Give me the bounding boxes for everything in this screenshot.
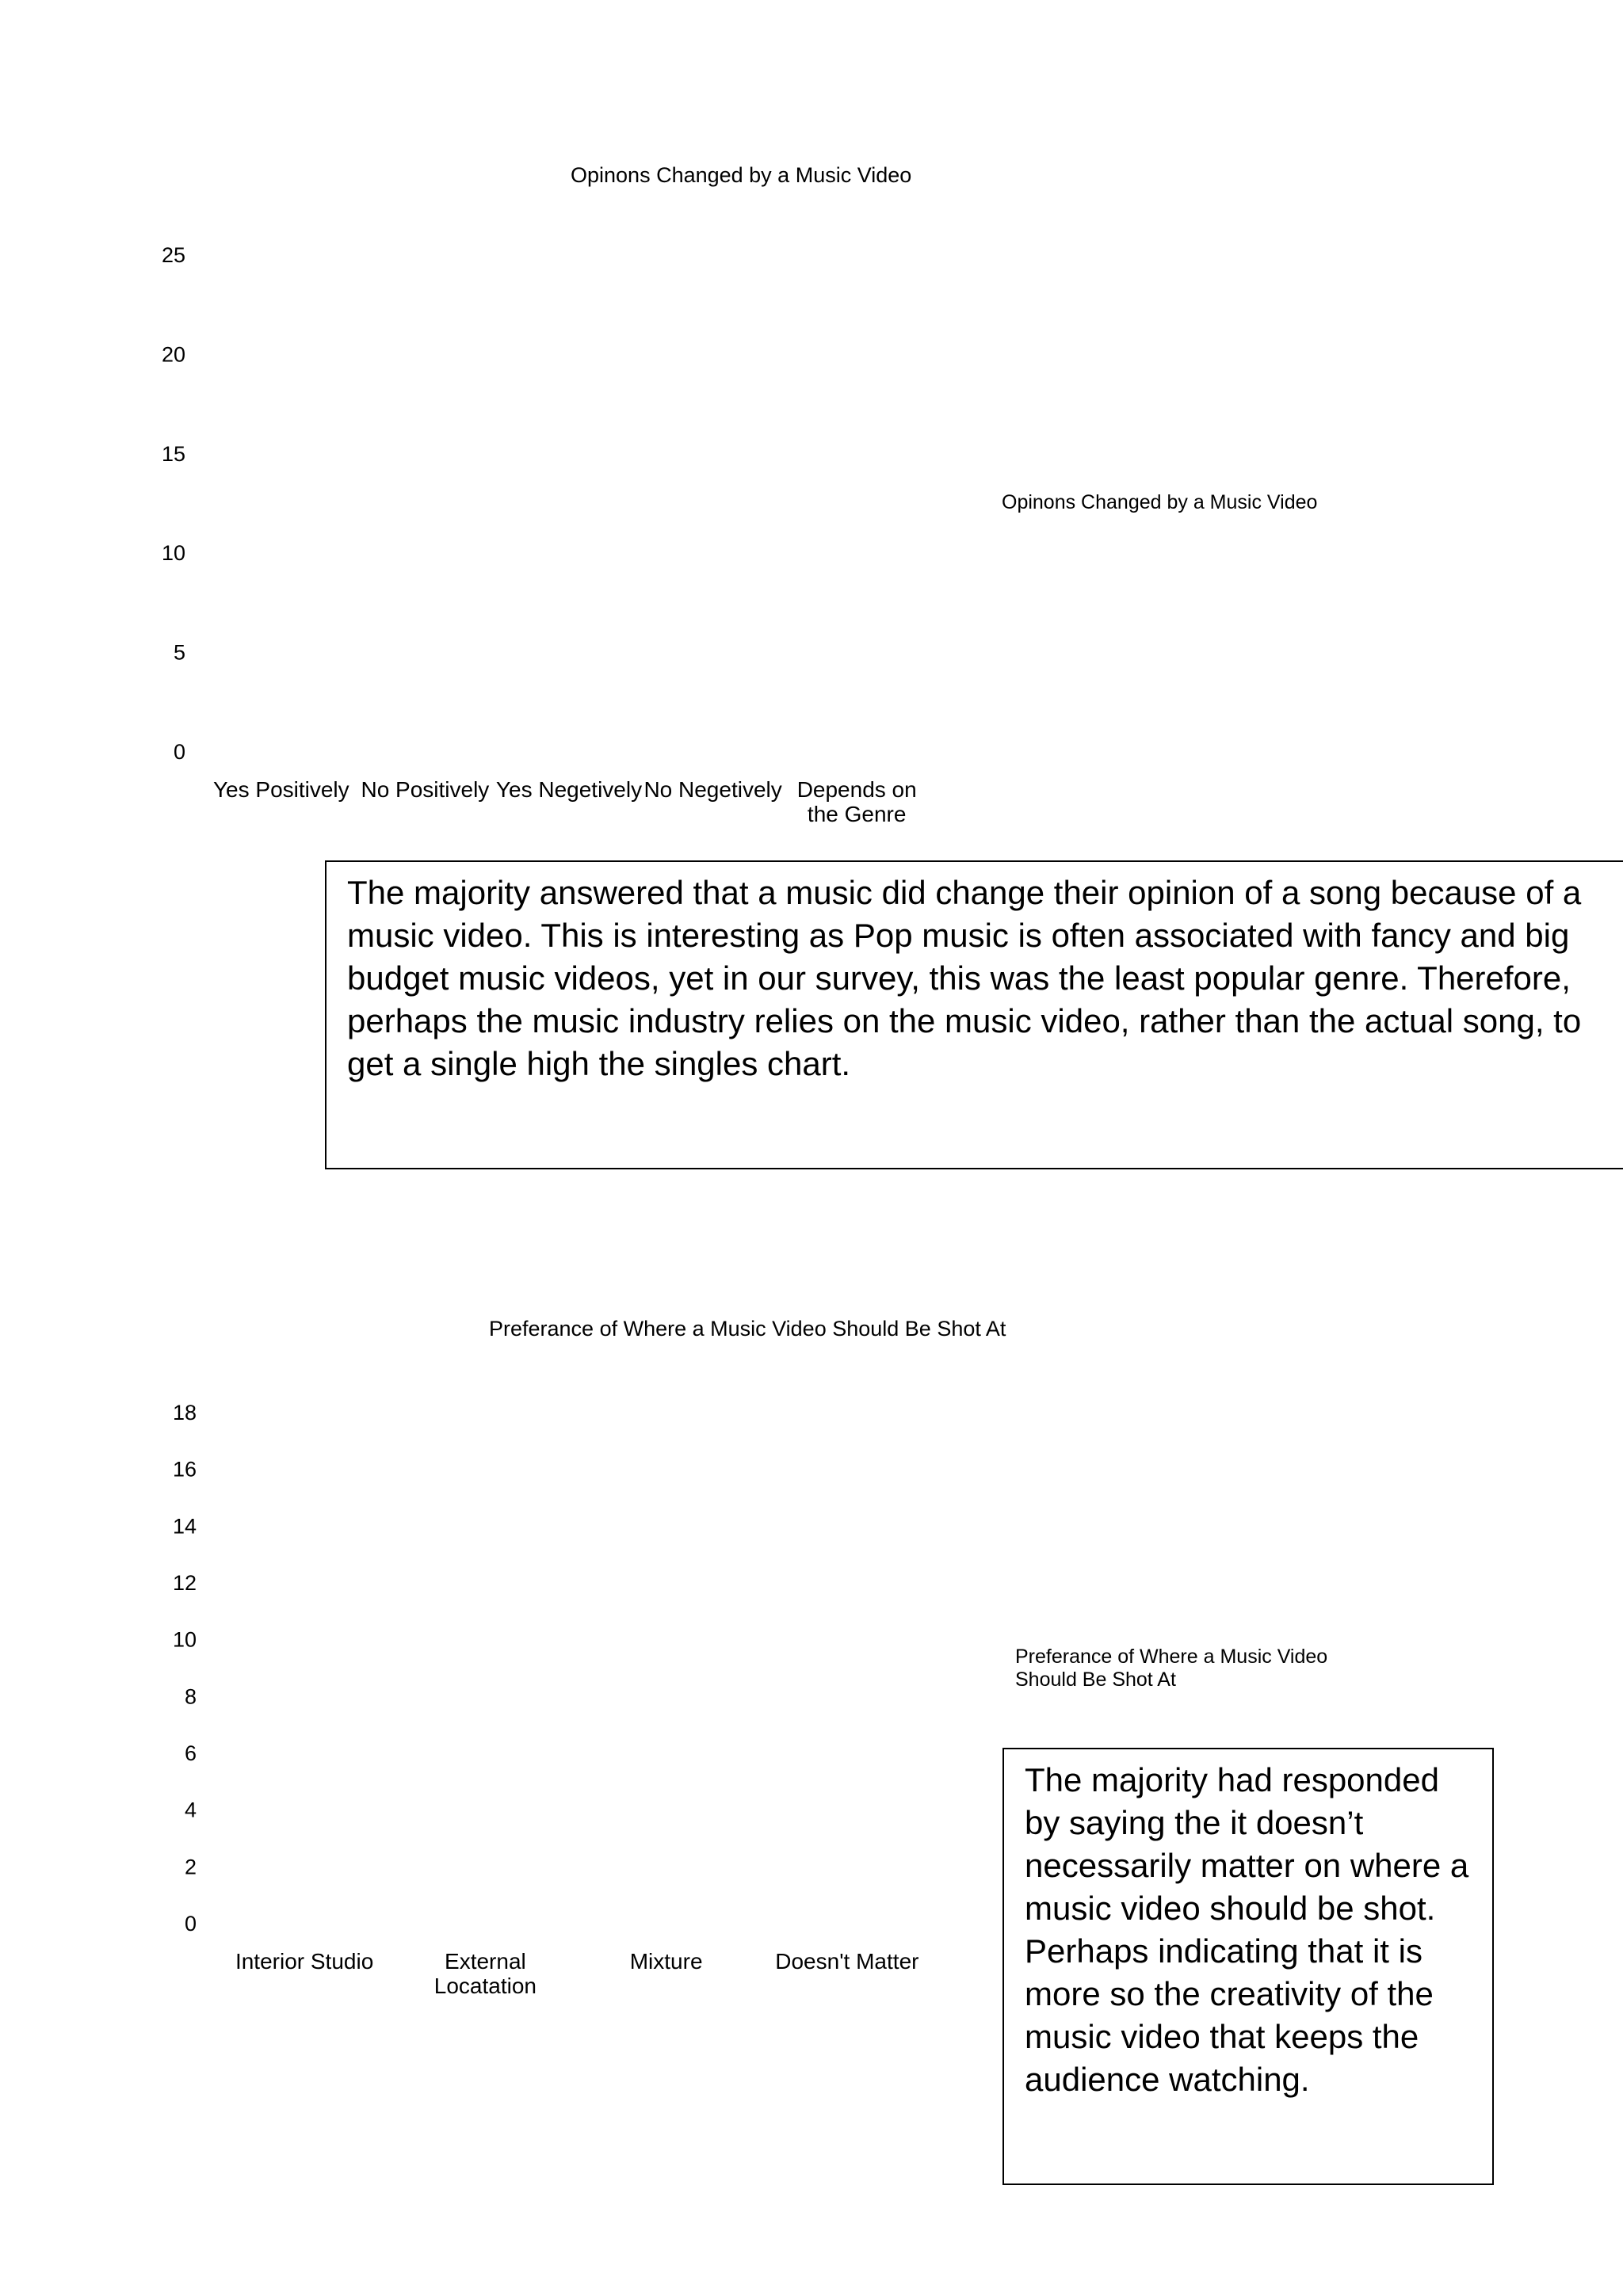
chart2-comment-box xyxy=(1002,1748,1494,2185)
chart1-xtick-label: Depends on the Genre xyxy=(796,777,917,826)
chart1-ytick-label: 10 xyxy=(161,541,185,566)
chart2-ytick-label: 14 xyxy=(172,1514,197,1539)
chart2-xtick-label: Doesn't Matter xyxy=(775,1949,919,1974)
chart2-ytick-label: 6 xyxy=(184,1741,197,1765)
chart1-ytick-label: 15 xyxy=(161,441,185,466)
chart1-ytick-label: 5 xyxy=(173,640,185,665)
chart1-title: Opinons Changed by a Music Video xyxy=(571,163,912,187)
chart2-legend-entry: Preferance of Where a Music Video Should Be Shot At xyxy=(1015,1646,1328,1691)
chart1-xtick-label: No Positively xyxy=(361,777,490,802)
chart1-comment-text: The majority answered that a music did change their opinion of a song because of a music video. This is interesting as Pop music is often associated with fancy and big budget music videos, yet in our survey, this was the least popular genre. Therefore, perhaps the music industry relies on the music video, rather than the actual song, to get a single high the singles chart. xyxy=(347,874,1582,1082)
chart2-ytick-label: 12 xyxy=(172,1571,197,1595)
chart2-ytick-label: 16 xyxy=(172,1457,197,1482)
chart2-ytick-label: 18 xyxy=(172,1401,197,1425)
chart2-ytick-label: 10 xyxy=(172,1627,197,1652)
chart2-ytick-label: 4 xyxy=(184,1798,197,1822)
chart2-title: Preferance of Where a Music Video Should Be Shot At xyxy=(489,1317,1006,1341)
chart2-ytick-label: 2 xyxy=(184,1855,197,1879)
chart1-ytick-label: 25 xyxy=(161,243,185,267)
chart1-xtick-label: Yes Negetively xyxy=(495,777,643,802)
chart1-legend-entry: Opinons Changed by a Music Video xyxy=(1002,491,1318,513)
chart1-xtick-label: Yes Positively xyxy=(212,777,349,802)
chart1-ytick-label: 20 xyxy=(161,342,185,367)
chart2-comment-text: The majority had responded by saying the it doesn’t necessarily matter on where a music video should be shot. Perhaps indicating that it is more so the creativity of the music video that keeps the audience watching. xyxy=(1025,1761,1469,2098)
chart2-xtick-label: Mixture xyxy=(629,1949,703,1974)
chart2-xtick-label: External Locatation xyxy=(433,1949,537,1998)
chart2-ytick-label: 0 xyxy=(184,1912,197,1936)
chart1-ytick-label: 0 xyxy=(173,740,185,764)
chart1-xtick-label: No Negetively xyxy=(643,777,782,802)
chart2-xtick-label: Interior Studio xyxy=(235,1949,374,1974)
chart2-ytick-label: 8 xyxy=(184,1684,197,1709)
